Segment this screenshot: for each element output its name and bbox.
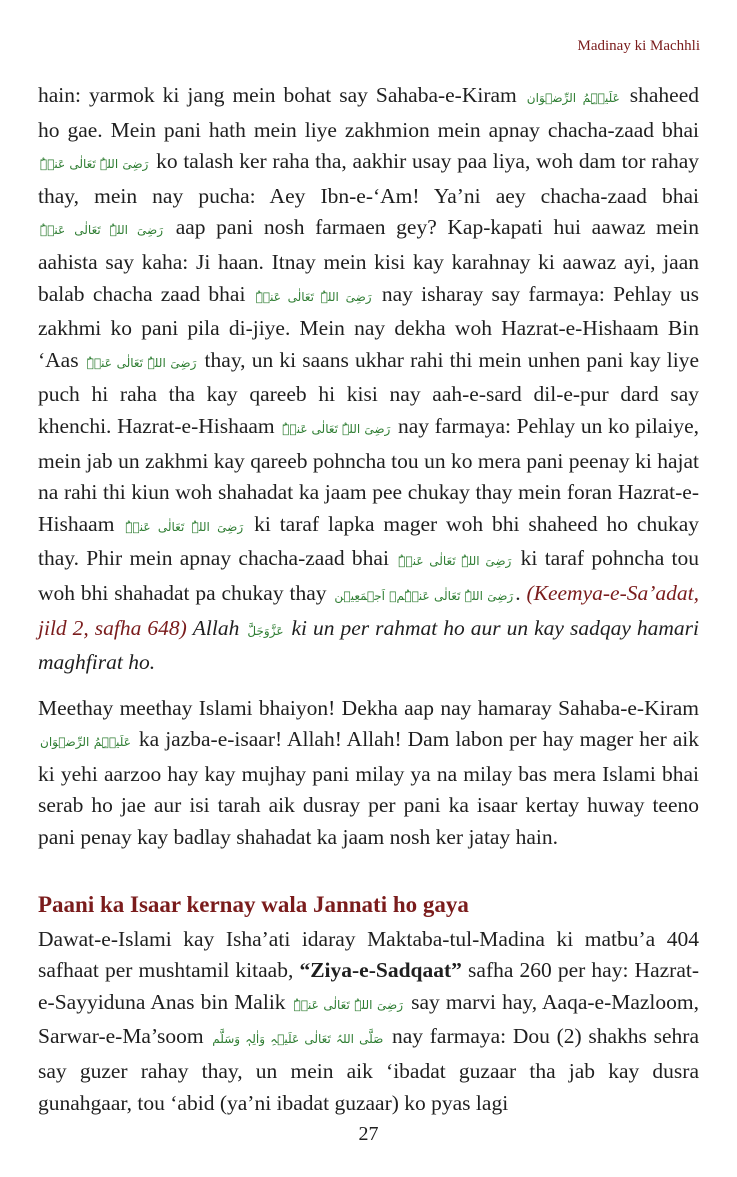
- book-title: “Ziya-e-Sadqaat”: [299, 958, 462, 983]
- paragraph-1: [38, 80, 699, 679]
- text: nay farmaya: Pehlay un ko pilaiye, mein jab un zakhmi kay qareeb pohncha tou un ko mera pani peenay ki hajat na rahi thi kiun woh shahadat ka jaam pee chukay thay mein foran Hazrat-e-Hishaam: [38, 413, 699, 536]
- running-header: Madinay ki Machhli: [577, 38, 700, 54]
- honorific-ranhu: رَضِیَ اللہُ تَعَالٰی عَنۡہُ: [125, 519, 244, 534]
- text: ki taraf pohncha tou woh bhi shahadat pa chukay thay: [38, 546, 700, 605]
- text: ko talash ker raha tha, aakhir usay paa liya, woh dam tor rahay thay, mein nay pucha: Aey Ibn-e-‘Am! Ya’ni aey chacha-zaad bhai: [38, 149, 699, 208]
- text: safha 260 per hay: Hazrat-e-Sayyiduna Anas bin Malik: [38, 958, 699, 1014]
- honorific-salla: صَلَّی اللہُ تَعَالٰی عَلَیۡہِ وَاٰلِہٖ وَسَلَّم: [212, 1032, 384, 1047]
- honorific-ranhu: رَضِیَ اللہُ تَعَالٰی عَنۡہُ: [282, 421, 391, 436]
- text: ki taraf lapka mager woh bhi shaheed ho chukay thay. Phir mein apnay chacha-zaad bhai: [38, 511, 699, 571]
- honorific-azzawajal: عَزَّوَجَلَّ: [247, 623, 284, 638]
- page-content: [38, 80, 699, 1119]
- honorific-ranhu: رَضِیَ اللہُ تَعَالٰی عَنۡہُ: [40, 223, 164, 238]
- honorific-ridwan: عَلَیۡہِمُ الرِّضۡوَان: [526, 91, 620, 105]
- honorific-ranhum: رَضِیَ اللہُ تَعَالٰی عَنۡہُمۡ اَجۡمَعِیۡن: [334, 588, 514, 603]
- text-allah: Allah: [192, 615, 240, 640]
- text: thay, un ki saans ukhar rahi thi mein unhen pani kay liye puch hi raha tha kay qareeb hi kisi nay aah-e-sard dil-e-pur dard say khenchi. Hazrat-e-Hishaam: [38, 347, 700, 438]
- page-number: 27: [358, 1123, 379, 1145]
- citation: (Keemya-e-Sa’adat, jild 2, safha 648): [38, 580, 699, 640]
- text: aap pani nosh farmaen gey? Kap-kapati hui aawaz mein aahista say kaha: Ji haan. Itnay mein kisi kay karahnay ki aawaz ayi, jaan balab chacha zaad bhai: [38, 215, 699, 306]
- text: .: [515, 580, 521, 605]
- paragraph-2: [38, 693, 699, 854]
- honorific-ranhu: رَضِیَ اللہُ تَعَالٰی عَنۡہُ: [40, 157, 149, 172]
- honorific-ranhu: رَضِیَ اللہُ تَعَالٰی عَنۡہُ: [255, 289, 372, 304]
- text: shaheed ho gae. Mein pani hath mein liye zakhmion mein apnay chacha-zaad bhai: [38, 83, 700, 142]
- honorific-ranhu: رَضِیَ اللہُ تَعَالٰی عَنۡہُ: [398, 554, 512, 569]
- text: nay farmaya: Dou (2) shakhs sehra say guzer rahay thay, un mein aik ‘ibadat guzaar tha jab kay dusra gunahgaar, tou ‘abid (ya’ni ibadat guzaar) ko pyas lagi: [38, 1024, 699, 1115]
- text: hain: yarmok ki jang mein bohat say Sahaba-e-Kiram: [38, 83, 517, 107]
- honorific-ranhu: رَضِیَ اللہُ تَعَالٰی عَنۡہُ: [293, 997, 404, 1012]
- paragraph-3: [38, 924, 699, 1120]
- text: Dawat-e-Islami kay Isha’ati idaray Maktaba-tul-Madina ki matbu’a 404 safhaat per mushtamil kitaab,: [38, 926, 699, 983]
- honorific-ridwan: عَلَیۡہِمُ الرِّضۡوَان: [40, 735, 131, 750]
- text: say marvi hay, Aaqa-e-Mazloom, Sarwar-e-Ma’soom: [38, 989, 700, 1049]
- text: nay isharay say farmaya: Pehlay us zakhmi ko pani pila di-jiye. Mein nay dekha woh Hazrat-e-Hishaam Bin ‘Aas: [38, 281, 699, 372]
- text: ki un per rahmat ho aur un kay sadqay hamari maghfirat ho.: [38, 615, 699, 675]
- text: Meethay meethay Islami bhaiyon! Dekha aap nay hamaray Sahaba-e-Kiram: [38, 695, 699, 720]
- text: ka jazba-e-isaar! Allah! Allah! Dam labon per hay mager her aik ki yehi aarzoo hay kay mujhay pani milay ya na milay bas mera Islami bhai serab ho jae aur isi tarah aik dusray per pani ka isaar kertay huway teeno pani penay kay badlay shahadat ka jaam nosh ker jatay hain.: [38, 727, 700, 850]
- section-heading: Paani ka Isaar kernay wala Jannati ho gaya: [38, 891, 469, 917]
- honorific-ranhu: رَضِیَ اللہُ تَعَالٰی عَنۡہُ: [86, 355, 197, 370]
